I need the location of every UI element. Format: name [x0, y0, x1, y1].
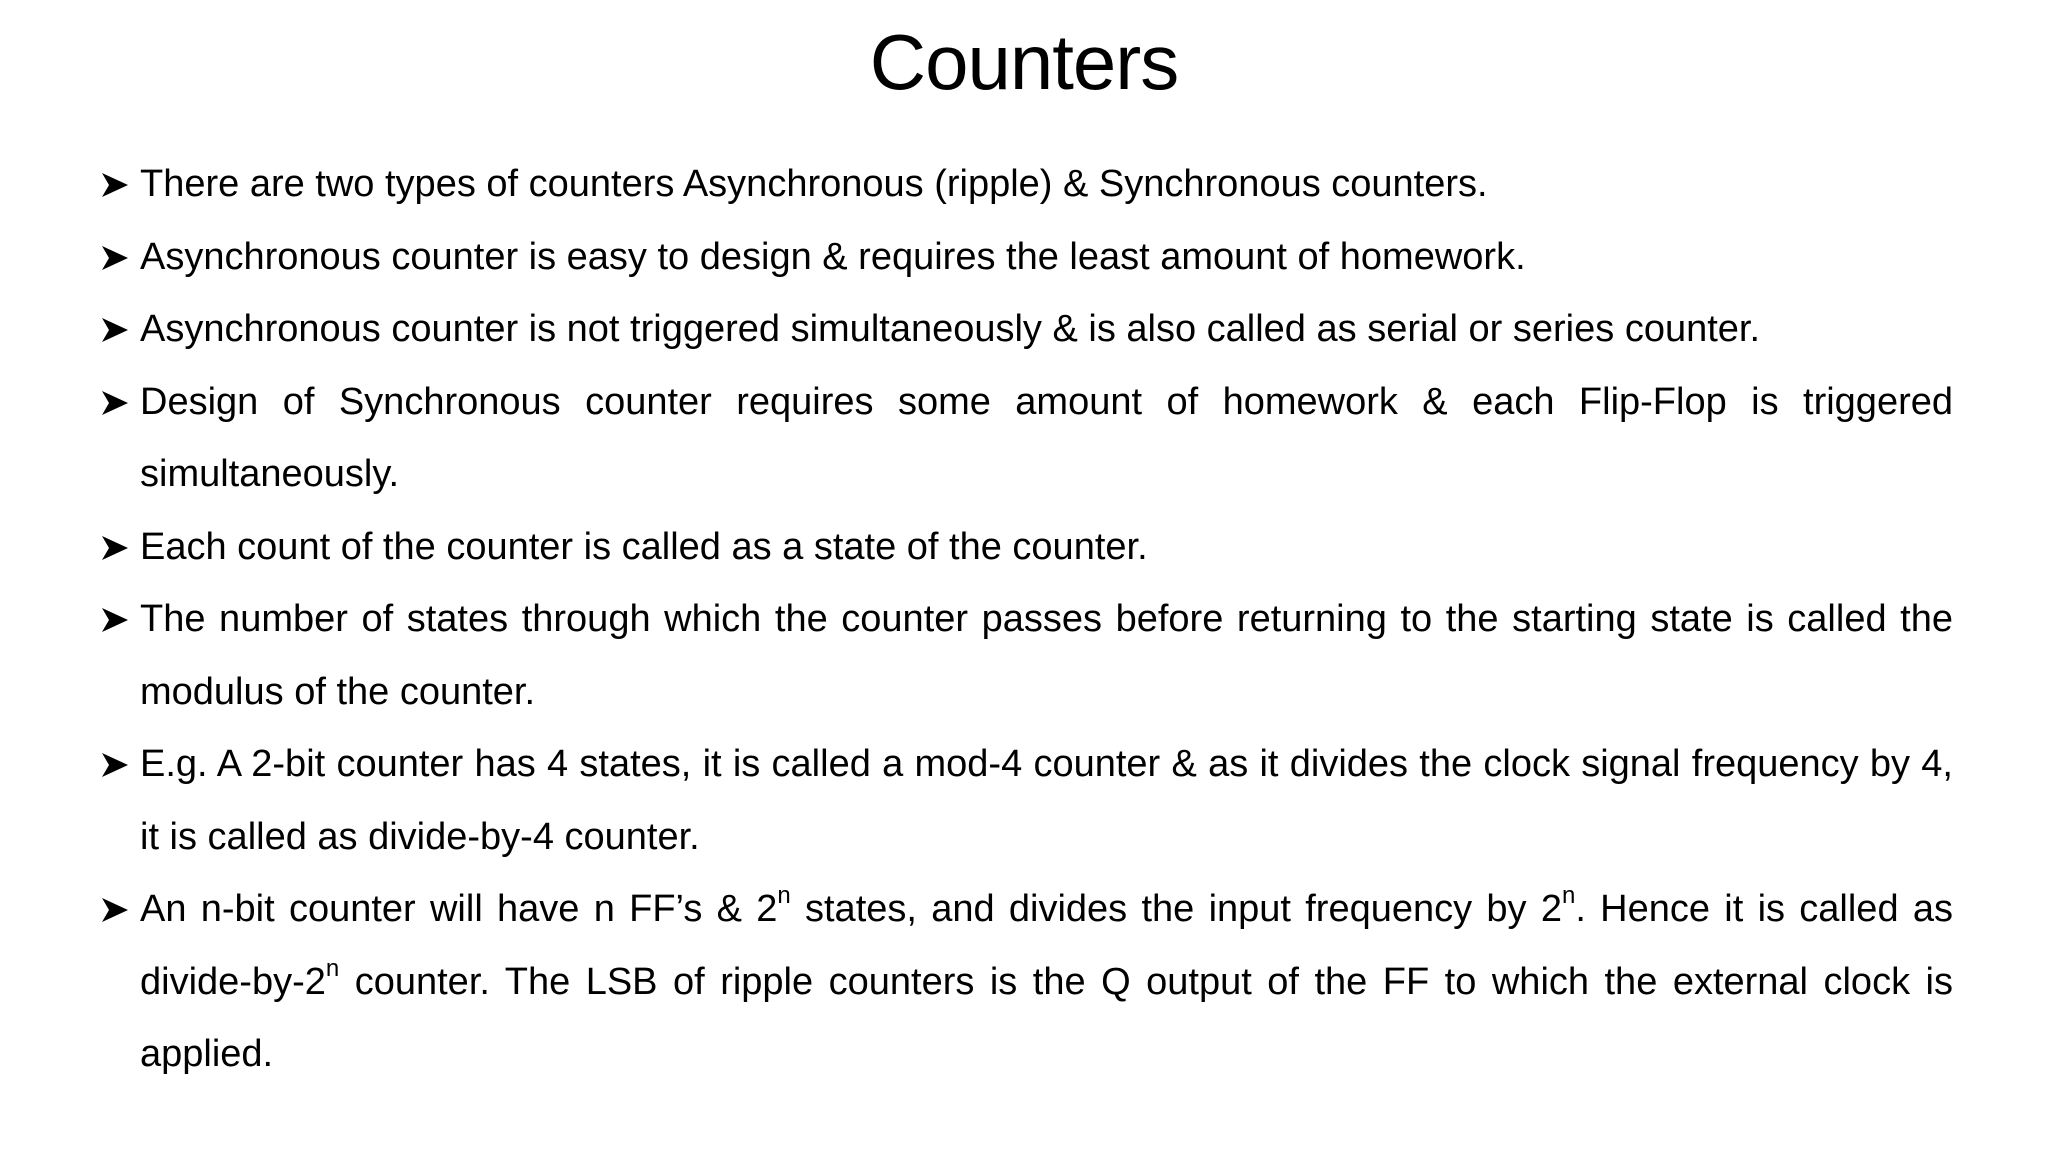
- bullet-text-segment: . Hence it is called as divide-by-2: [140, 888, 1953, 1003]
- arrowhead-bullet-icon: [98, 148, 134, 221]
- bullet-text: There are two types of counters Asynchronous (ripple) & Synchronous counters.: [140, 163, 1488, 205]
- bullet-item: [98, 221, 1953, 294]
- superscript-n: n: [777, 882, 791, 910]
- bullet-text-segment: An n-bit counter will have n FF’s & 2: [140, 888, 778, 930]
- bullet-item: [98, 583, 1953, 728]
- bullet-item: [98, 366, 1953, 511]
- arrowhead-bullet-icon: [98, 873, 134, 946]
- bullet-item: [98, 148, 1953, 221]
- arrowhead-bullet-icon: [98, 511, 134, 584]
- bullet-text: E.g. A 2-bit counter has 4 states, it is called a mod-4 counter & as it divides the clock signal frequency by 4, it is called as divide-by-4 counter.: [140, 743, 1953, 858]
- arrowhead-bullet-icon: [98, 366, 134, 439]
- arrowhead-bullet-icon: [98, 293, 134, 366]
- bullet-text: [140, 882, 1953, 1075]
- bullet-list: [98, 148, 1953, 1091]
- arrowhead-bullet-icon: [98, 728, 134, 801]
- bullet-text: Design of Synchronous counter requires some amount of homework & each Flip-Flop is triggered simultaneously.: [140, 380, 1953, 495]
- bullet-text-segment: states, and divides the input frequency by 2: [790, 888, 1562, 930]
- arrowhead-bullet-icon: [98, 583, 134, 656]
- bullet-text: Asynchronous counter is not triggered simultaneously & is also called as serial or series counter.: [140, 308, 1761, 350]
- bullet-text-segment: counter. The LSB of ripple counters is the Q output of the FF to which the external clock is applied.: [140, 960, 1953, 1075]
- arrowhead-bullet-icon: [98, 221, 134, 294]
- superscript-n: n: [325, 954, 340, 982]
- bullet-item: [98, 873, 1953, 1091]
- bullet-text: Each count of the counter is called as a state of the counter.: [140, 525, 1148, 568]
- bullet-text: The number of states through which the counter passes before returning to the starting state is called the modulus of the counter.: [140, 598, 1953, 713]
- superscript-n: n: [1561, 882, 1576, 910]
- bullet-item: [98, 293, 1953, 366]
- bullet-text: Asynchronous counter is easy to design & requires the least amount of homework.: [140, 235, 1526, 278]
- bullet-item: [98, 511, 1953, 584]
- slide-title: Counters: [869, 18, 1179, 106]
- bullet-item: [98, 728, 1953, 873]
